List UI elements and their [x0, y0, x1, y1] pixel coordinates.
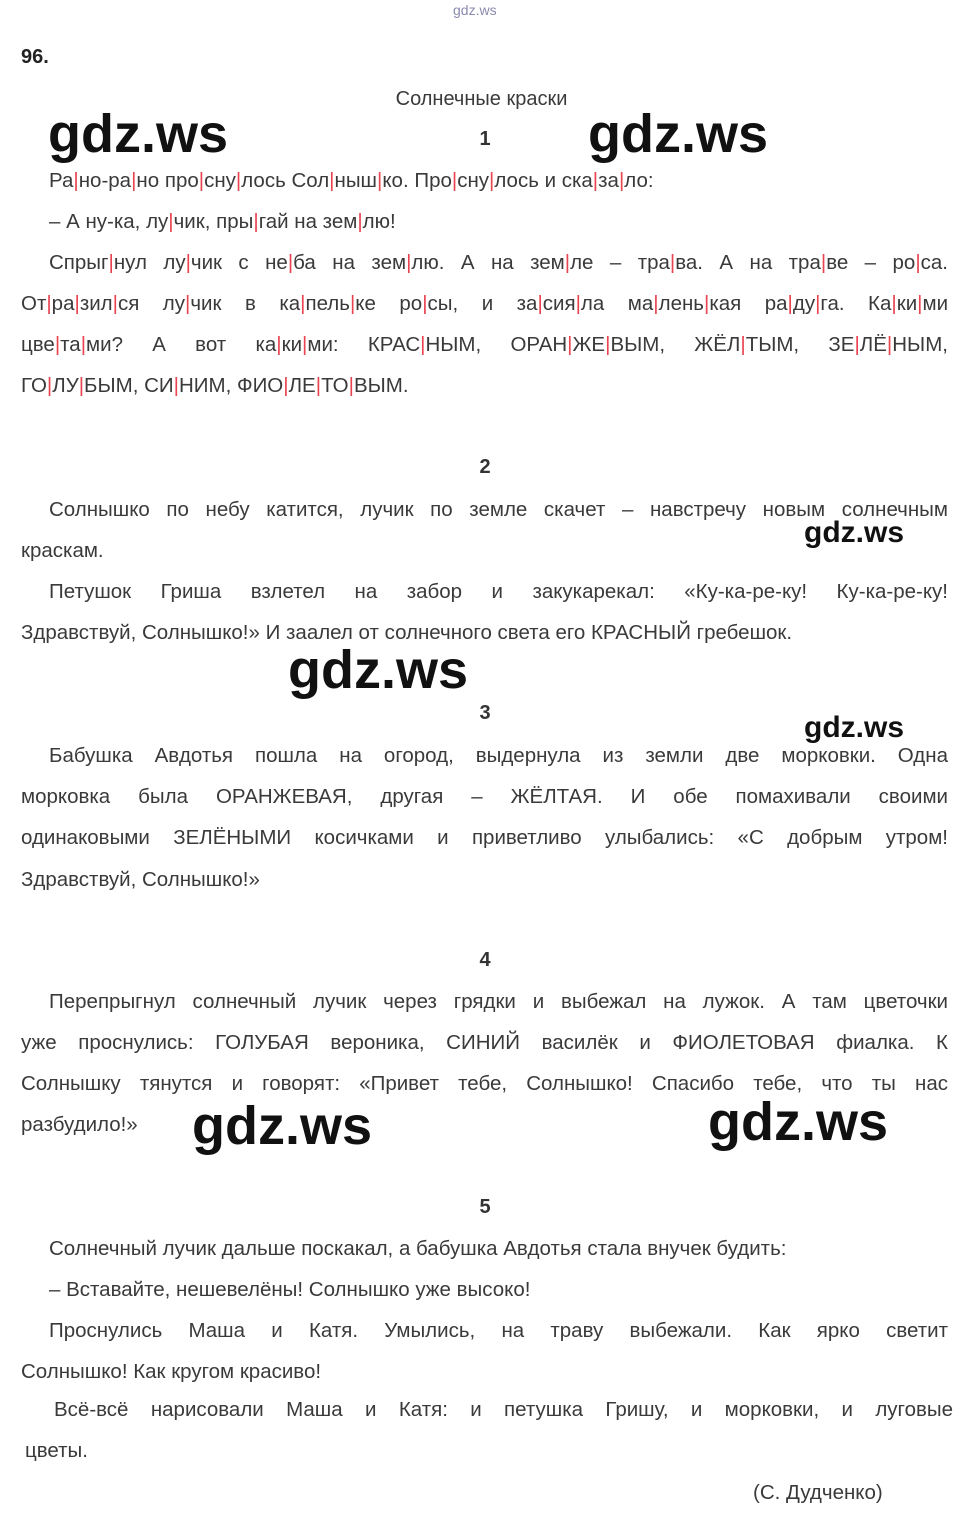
- text-line: Солнышку тянутся и говорят: «Привет тебе, Солнышко! Спасибо тебе, что ты нас: [21, 1072, 948, 1095]
- syllable-divider: |: [406, 251, 412, 274]
- text-line: – А ну-ка, лу|чик, пры|гай на зем|лю!: [49, 210, 396, 233]
- text-line: краскам.: [21, 539, 104, 562]
- syllable-divider: |: [283, 374, 289, 397]
- syllable-divider: |: [74, 292, 80, 315]
- watermark-top: gdz.ws: [453, 2, 497, 18]
- syllable-divider: |: [489, 169, 495, 192]
- syllable-divider: |: [348, 374, 354, 397]
- syllable-divider: |: [46, 292, 52, 315]
- syllable-divider: |: [575, 292, 581, 315]
- syllable-divider: |: [422, 292, 428, 315]
- syllable-divider: |: [108, 251, 114, 274]
- syllable-divider: |: [891, 292, 897, 315]
- syllable-divider: |: [131, 169, 137, 192]
- watermark: gdz.ws: [804, 516, 905, 549]
- syllable-divider: |: [78, 374, 85, 397]
- syllable-divider: |: [112, 292, 118, 315]
- text-line: ГО|ЛУ|БЫМ, СИ|НИМ, ФИО|ЛЕ|ТО|ВЫМ.: [21, 374, 409, 397]
- text-line: цветы.: [25, 1439, 88, 1462]
- text-line: Солнечный лучик дальше поскакал, а бабушка Авдотья стала внучек будить:: [49, 1237, 787, 1260]
- text-line: Перепрыгнул солнечный лучик через грядки и выбежал на лужок. А там цветочки: [49, 990, 948, 1013]
- story-title: Солнечные краски: [395, 88, 568, 110]
- syllable-divider: |: [886, 333, 893, 356]
- text-line: Петушок Гриша взлетел на забор и закукарекал: «Ку-ка-ре-ку! Ку-ка-ре-ку!: [49, 580, 948, 603]
- syllable-divider: |: [185, 251, 191, 274]
- syllable-divider: |: [168, 210, 174, 233]
- watermark: gdz.ws: [288, 640, 469, 700]
- syllable-divider: |: [357, 210, 363, 233]
- section-number: 1: [479, 128, 491, 150]
- syllable-divider: |: [46, 374, 53, 397]
- text-line: морковка была ОРАНЖЕВАЯ, другая – ЖЁЛТАЯ. И обе помахивали своими: [21, 785, 948, 808]
- syllable-divider: |: [235, 169, 242, 192]
- syllable-divider: |: [605, 333, 611, 356]
- syllable-divider: |: [787, 292, 793, 315]
- watermark: gdz.ws: [708, 1092, 889, 1152]
- syllable-divider: |: [287, 251, 294, 274]
- text-line: Бабушка Авдотья пошла на огород, выдернула из земли две морковки. Одна: [49, 744, 948, 767]
- syllable-divider: |: [915, 251, 921, 274]
- text-line: одинаковыми ЗЕЛЁНЫМИ косичками и приветливо улыбались: «С добрым утром!: [21, 826, 948, 849]
- syllable-divider: |: [917, 292, 923, 315]
- syllable-divider: |: [451, 169, 458, 192]
- section-number: 3: [479, 702, 491, 724]
- section-number: 4: [479, 949, 491, 971]
- author: (С. Дудченко): [753, 1481, 883, 1504]
- syllable-divider: |: [377, 169, 383, 192]
- syllable-divider: |: [185, 292, 191, 315]
- syllable-divider: |: [54, 333, 61, 356]
- syllable-divider: |: [618, 169, 625, 192]
- syllable-divider: |: [703, 292, 710, 315]
- watermark: gdz.ws: [804, 711, 905, 744]
- syllable-divider: |: [740, 333, 746, 356]
- syllable-divider: |: [820, 251, 827, 274]
- syllable-divider: |: [73, 169, 79, 192]
- text-line: От|ра|зил|ся лу|чик в ка|пель|ке ро|сы, и за|сия|ла ма|лень|кая ра|ду|га. Ка|ки|ми: [21, 292, 949, 315]
- text-line: Солнышко по небу катится, лучик по земле скачет – навстречу новым солнечным: [49, 498, 948, 521]
- syllable-divider: |: [669, 251, 676, 274]
- text-line: Всё-всё нарисовали Маша и Катя: и петушка Гришу, и морковки, и луговые: [54, 1398, 953, 1421]
- watermark: gdz.ws: [588, 104, 769, 164]
- syllable-divider: |: [198, 169, 205, 192]
- syllable-divider: |: [302, 333, 308, 356]
- syllable-divider: |: [564, 251, 571, 274]
- syllable-divider: |: [315, 374, 322, 397]
- syllable-divider: |: [300, 292, 306, 315]
- syllable-divider: |: [592, 169, 599, 192]
- syllable-divider: |: [854, 333, 860, 356]
- syllable-divider: |: [537, 292, 543, 315]
- text-line: Здравствуй, Солнышко!» И заалел от солнечного света его КРАСНЫЙ гребешок.: [21, 621, 793, 644]
- section-number: 2: [479, 456, 491, 478]
- text-line: цве|та|ми? А вот ка|ки|ми: КРАС|НЫМ, ОРАН|ЖЕ|ВЫМ, ЖЁЛ|ТЫМ, ЗЕ|ЛЁ|НЫМ,: [21, 333, 948, 356]
- syllable-divider: |: [173, 374, 179, 397]
- text-line: Ра|но-ра|но про|сну|лось Сол|ныш|ко. Про|сну|лось и ска|за|ло:: [49, 169, 654, 192]
- text-line: Солнышко! Как кругом красиво!: [21, 1360, 322, 1383]
- watermark: gdz.ws: [192, 1096, 373, 1156]
- syllable-divider: |: [567, 333, 573, 356]
- section-number: 5: [479, 1196, 491, 1218]
- text-line: Проснулись Маша и Катя. Умылись, на траву выбежали. Как ярко светит: [49, 1319, 948, 1342]
- syllable-divider: |: [276, 333, 282, 356]
- syllable-divider: |: [420, 333, 426, 356]
- syllable-divider: |: [253, 210, 259, 233]
- syllable-divider: |: [653, 292, 659, 315]
- syllable-divider: |: [815, 292, 821, 315]
- text-line: Спрыг|нул лу|чик с не|ба на зем|лю. А на зем|ле – тра|ва. А на тра|ве – ро|са.: [49, 251, 948, 274]
- syllable-divider: |: [329, 169, 335, 192]
- syllable-divider: |: [349, 292, 356, 315]
- text-line: уже проснулись: ГОЛУБАЯ вероника, СИНИЙ василёк и ФИОЛЕТОВАЯ фиалка. К: [21, 1031, 948, 1054]
- syllable-divider: |: [80, 333, 87, 356]
- task-number: 96.: [21, 46, 49, 68]
- watermark: gdz.ws: [48, 104, 229, 164]
- text-line: разбудило!»: [21, 1113, 138, 1136]
- text-line: Здравствуй, Солнышко!»: [21, 868, 260, 891]
- text-line: – Вставайте, нешевелёны! Солнышко уже высоко!: [49, 1278, 531, 1301]
